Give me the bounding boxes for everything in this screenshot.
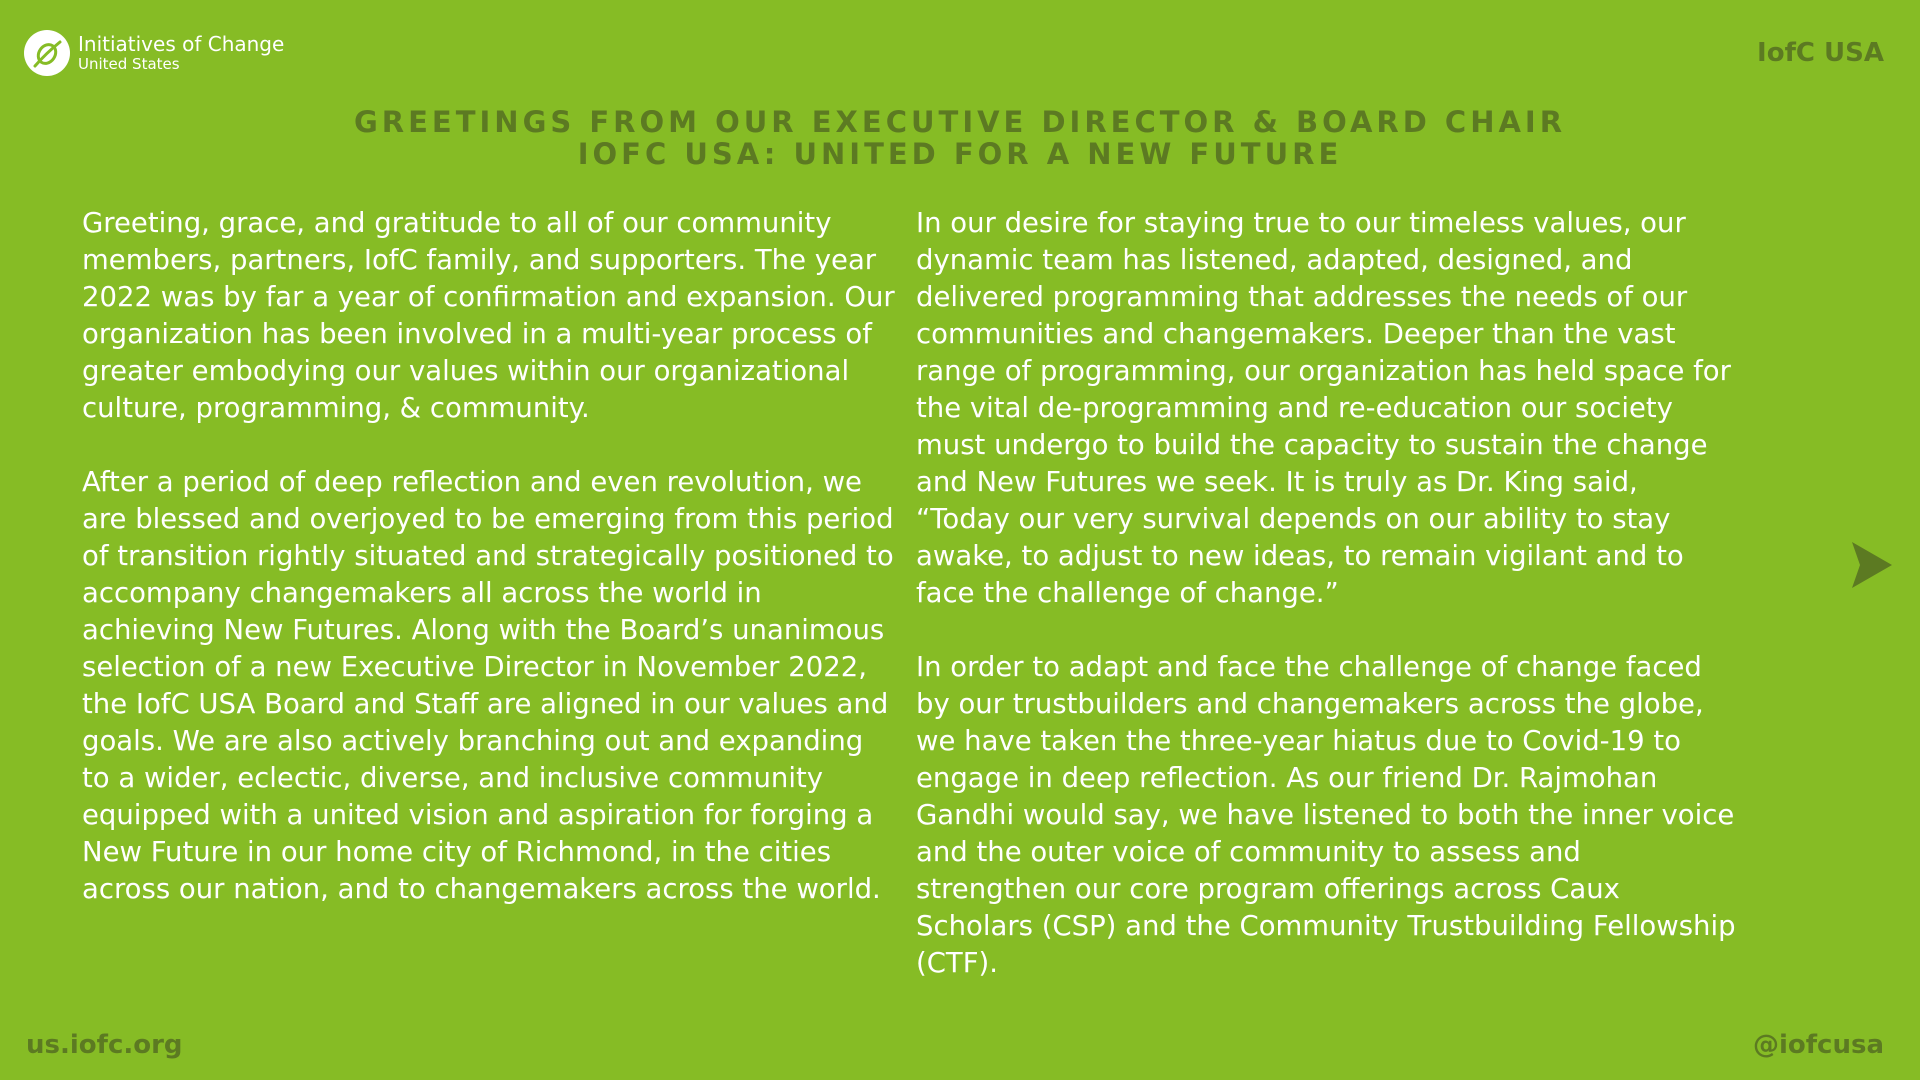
- left-column: [82, 205, 902, 1019]
- page-title: [0, 106, 1920, 170]
- org-label: IofC USA: [1757, 38, 1884, 68]
- logo: [24, 30, 284, 76]
- left-paragraph-1: Greeting, grace, and gratitude to all of our community members, partners, IofC family, and supporters. The year 2022 was by far a year of confirmation and expansion. Our organization has been involved in a multi-year process of greater embodying our values within our organizational culture, programming, & community.: [82, 207, 895, 424]
- logo-name: Initiatives of Change: [78, 31, 285, 56]
- website-link[interactable]: us.iofc.org: [26, 1030, 183, 1060]
- right-column: [916, 205, 1736, 1019]
- social-handle[interactable]: @iofcusa: [1752, 1030, 1884, 1060]
- letter-body: [82, 205, 1742, 1019]
- left-paragraph-2: After a period of deep reflection and even revolution, we are blessed and overjoyed to be emerging from this period of transition rightly situated and strategically positioned to accompany changemakers all across the world in achieving New Futures. Along with the Board’s unanimous selection of a new Executive Director in November 2022, the IofC USA Board and Staff are aligned in our values and goals. We are also actively branching out and expanding to a wider, eclectic, diverse, and inclusive community equipped with a united vision and aspiration for forging a New Future in our home city of Richmond, in the cities across our nation, and to changemakers across the world.: [82, 466, 894, 905]
- next-arrow-icon[interactable]: [1850, 540, 1894, 590]
- right-paragraph-2: In order to adapt and face the challenge of change faced by our trustbuilders and changemakers across the globe, we have taken the three-year hiatus due to Covid-19 to engage in deep reflection. As our friend Dr. Rajmohan Gandhi would say, we have listened to both the inner voice and the outer voice of community to assess and strengthen our core program offerings across Caux Scholars (CSP) and the Community Trustbuilding Fellowship (CTF).: [916, 651, 1736, 979]
- leaf-logo-icon: [24, 30, 70, 76]
- title-line-2: IOFC USA: UNITED FOR A NEW FUTURE: [577, 137, 1343, 171]
- title-line-1: GREETINGS FROM OUR EXECUTIVE DIRECTOR & BOARD CHAIR: [353, 105, 1567, 139]
- logo-text: [78, 33, 284, 73]
- right-paragraph-1: In our desire for staying true to our timeless values, our dynamic team has listened, adapted, designed, and delivered programming that addresses the needs of our communities and changemakers. Deeper than the vast range of programming, our organization has held space for the vital de-programming and re-education our society must undergo to build the capacity to sustain the change and New Futures we seek. It is truly as Dr. King said, “Today our very survival depends on our ability to stay awake, to adjust to new ideas, to remain vigilant and to face the challenge of change.”: [916, 207, 1731, 609]
- logo-subtitle: United States: [78, 54, 180, 73]
